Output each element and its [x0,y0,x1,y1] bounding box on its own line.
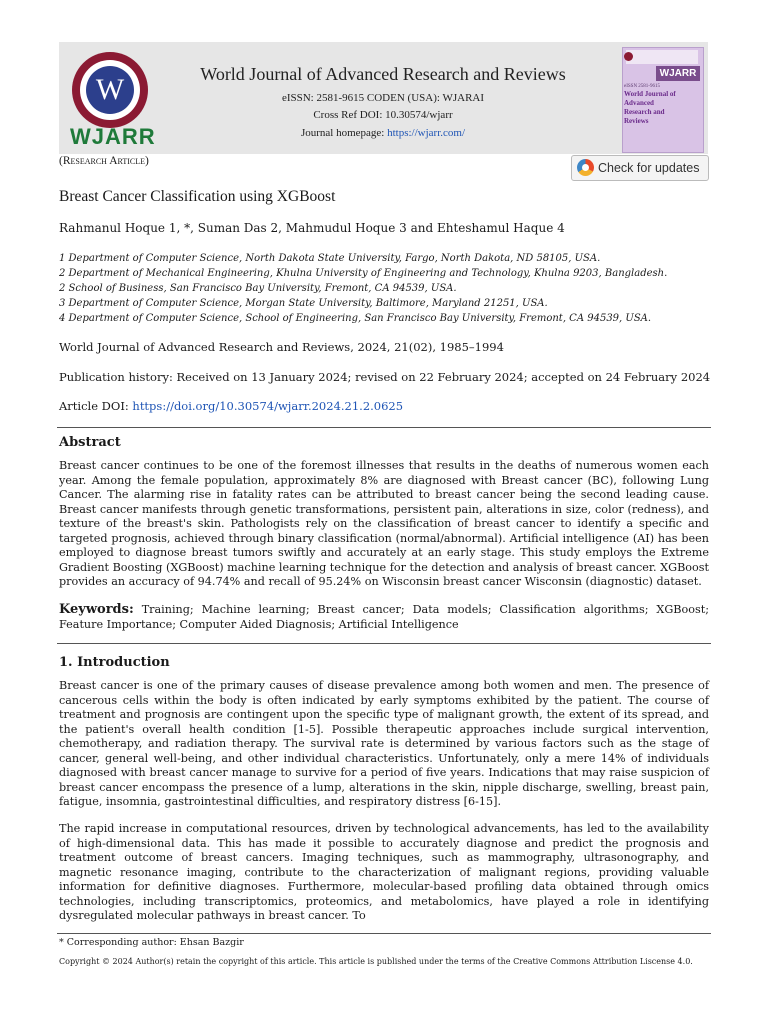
cover-emblem-icon [624,52,633,61]
article-doi-line [59,399,403,413]
intro-paragraph-2: The rapid increase in computational resources, driven by technological advancements, has led to the availability of high-dimensional data. This has made it possible to accurately diagnose and predict the prognosis and treatment outcome of breast cancers. Imaging techniques, such as mammography, ultrasonography, and magnetic resonance imaging, contribute to the characterization of malignant regions, providing valuable information for definitive diagnoses. Furthermore, molecular-based profiling data obtained through omics technologies, including transcriptomics, proteomics, and metabolomics, have played a role in identifying dysregulated molecular pathways in breast cancer. To [59,822,709,922]
corresponding-author-footnote: * Corresponding author: Ehsan Bazgir [59,937,244,948]
affiliation-4: 3 Department of Computer Science, Morgan State University, Baltimore, Maryland 21251, USA. [59,298,548,309]
divider [57,643,711,644]
homepage-label: Journal homepage: [300,127,388,139]
affiliation-5: 4 Department of Computer Science, School of Engineering, San Francisco Bay University, Fremont, CA 94539, USA. [59,313,652,324]
doi-label: Article DOI: [59,399,133,413]
affiliation-3: 2 School of Business, San Francisco Bay University, Fremont, CA 94539, USA. [59,283,457,294]
affiliation-2: 2 Department of Mechanical Engineering, Khulna University of Engineering and Technology, Khulna 9203, Bangladesh. [59,268,668,279]
keywords-label: Keywords: [59,602,134,617]
author-list: Rahmanul Hoque 1, *, Suman Das 2, Mahmudul Hoque 3 and Ehteshamul Haque 4 [59,221,565,235]
cover-title: World Journal of Advanced Research and Reviews [624,90,676,125]
issn-line: eISSN: 2581-9615 CODEN (USA): WJARAI [281,92,485,104]
copyright-notice: Copyright © 2024 Author(s) retain the copyright of this article. This article is published under the terms of the Creative Commons Attribution Liscense 4.0. [59,957,693,966]
crossmark-icon-center [582,164,589,171]
cover-top-strip [626,50,698,64]
intro-paragraph-1: Breast cancer is one of the primary causes of disease prevalence among both women and men. The presence of cancerous cells within the body is often indicated by early symptoms exhibited by the patient. The course of treatment and prognosis are contingent upon the specific type of malignant growth, the extent of its spread, and the patient's overall health condition [1-5]. Possible therapeutic approaches include surgical intervention, chemotherapy, and radiation therapy. The survival rate is determined by various factors such as the stage of cancer, general well-being, and other individual characteristics. Unfortunately, only a mere 14% of individuals diagnosed with breast cancer manage to survive for a period of five years. Indications that may raise suspicion of breast cancer encompass the presence of a lump, alterations in the skin, nipple discharge, swelling, breast pain, fatigue, insomnia, gastrointestinal difficulties, and respiratory distress [6-15]. [59,679,709,808]
crossref-doi-line: Cross Ref DOI: 10.30574/wjarr [313,109,453,121]
journal-title: World Journal of Advanced Research and Reviews [200,64,566,84]
logo-text: WJARR [70,124,156,149]
logo-letter: W [86,66,134,114]
journal-homepage-line [168,127,598,139]
divider [57,427,711,428]
abstract-heading: Abstract [59,435,121,450]
citation-line: World Journal of Advanced Research and Reviews, 2024, 21(02), 1985–1994 [59,340,504,354]
footnote-divider [57,933,711,934]
article-type: (Research Article) [59,155,149,167]
keywords-text: Training; Machine learning; Breast cancer; Data models; Classification algorithms; XGBoost; Feature Importance; Computer Aided Diagnosis; Artificial Intelligence [59,603,710,631]
doi-link[interactable]: https://doi.org/10.30574/wjarr.2024.21.2.0625 [132,399,404,413]
introduction-heading: 1. Introduction [59,655,170,670]
abstract-text: Breast cancer continues to be one of the foremost illnesses that results in the deaths of numerous women each year. Among the female population, approximately 8% are diagnosed with Breast cancer (BC), following Lung Cancer. The alarming rise in fatality rates can be attributed to breast cancer being the second leading cause. Breast cancer manifests through genetic transformations, persistent pain, alterations in size, color (redness), and texture of the breast's skin. Pathologists rely on the classification of breast cancer to identify a specific and targeted prognosis, achieved through binary classification (normal/abnormal). Artificial intelligence (AI) has been employed to diagnose breast tumors swiftly and accurately at an early stage. This study employs the Extreme Gradient Boosting (XGBoost) machine learning technique for the detection and analysis of breast cancer. XGBoost provides an accuracy of 94.74% and recall of 95.24% on Wisconsin breast cancer Wisconsin (diagnostic) dataset. [59,459,709,588]
check-for-updates-label: Check for updates [598,161,700,175]
affiliation-1: 1 Department of Computer Science, North Dakota State University, Fargo, North Dakota, ND 58105, USA. [59,253,601,264]
keywords [59,602,709,632]
paper-title: Breast Cancer Classification using XGBoost [59,188,336,205]
cover-small-text: eISSN 2581-9615 [624,84,660,89]
publication-history: Publication history: Received on 13 January 2024; revised on 22 February 2024; accepted on 24 February 2024 [59,370,711,384]
cover-band: WJARR [656,66,700,81]
homepage-link[interactable]: https://wjarr.com/ [387,127,466,139]
